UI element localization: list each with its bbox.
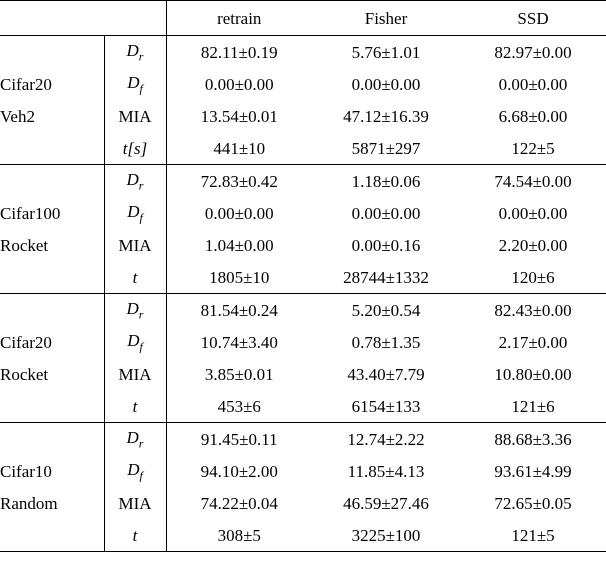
table-row <box>0 36 606 69</box>
row-group-name: Cifar100 <box>0 197 104 229</box>
metric-value: 81.54±0.24 <box>166 294 312 327</box>
metric-value: 46.59±27.46 <box>343 493 429 513</box>
metric-label: $D_r$ <box>104 165 166 198</box>
metric-value: 441±10 <box>213 138 266 158</box>
metric-value: 82.11±0.19 <box>166 36 312 69</box>
metric-label: MIA <box>104 229 166 261</box>
metric-value: 0.00±0.16 <box>351 235 421 255</box>
metric-label: $D_f$ <box>104 326 166 358</box>
table-row <box>0 165 606 198</box>
metric-value: 11.85±4.13 <box>347 461 425 481</box>
metric-value: 47.12±16.39 <box>343 106 429 126</box>
table-row <box>0 294 606 327</box>
row-group-name: Cifar20 <box>0 326 104 358</box>
metric-value: 13.54±0.01 <box>200 106 278 126</box>
row-group-name: Random <box>0 487 104 519</box>
metric-value: 10.74±3.40 <box>200 332 278 352</box>
column-header-ssd: SSD <box>460 1 606 36</box>
metric-value: 43.40±7.79 <box>347 364 425 384</box>
bottom-rule <box>0 552 606 553</box>
metric-value: 122±5 <box>511 138 555 158</box>
metric-value: 82.97±0.00 <box>460 36 606 69</box>
metric-value: 12.74±2.22 <box>312 423 460 456</box>
row-group-name <box>0 165 104 198</box>
table-row <box>0 487 606 519</box>
metric-value: 0.00±0.00 <box>498 203 568 223</box>
row-group-name: Cifar20 <box>0 68 104 100</box>
metric-label: t <box>104 390 166 423</box>
metric-value: 0.00±0.00 <box>204 203 274 223</box>
metric-value: 82.43±0.00 <box>460 294 606 327</box>
metric-value: 3225±100 <box>351 525 421 545</box>
metric-label: $D_r$ <box>104 423 166 456</box>
metric-value: 6.68±0.00 <box>498 106 568 126</box>
metric-label: MIA <box>104 358 166 390</box>
metric-label: $D_f$ <box>104 68 166 100</box>
row-group-name <box>0 36 104 69</box>
metric-value: 28744±1332 <box>343 267 429 287</box>
table-row <box>0 261 606 294</box>
metric-value: 91.45±0.11 <box>166 423 312 456</box>
table-row <box>0 390 606 423</box>
table-row <box>0 229 606 261</box>
table-row <box>0 100 606 132</box>
metric-value: 121±6 <box>511 396 555 416</box>
metric-value: 0.00±0.00 <box>351 74 421 94</box>
metric-value: 3.85±0.01 <box>204 364 274 384</box>
metric-label: t[s] <box>104 132 166 165</box>
metric-value: 88.68±3.36 <box>460 423 606 456</box>
bottom-rule-cell <box>0 552 606 553</box>
metric-value: 94.10±2.00 <box>200 461 278 481</box>
row-group-name: Rocket <box>0 229 104 261</box>
metric-value: 1805±10 <box>209 267 270 287</box>
row-group-name <box>0 132 104 165</box>
metric-value: 72.65±0.05 <box>494 493 572 513</box>
metric-value: 74.22±0.04 <box>200 493 278 513</box>
metric-label: MIA <box>104 100 166 132</box>
metric-value: 10.80±0.00 <box>494 364 572 384</box>
table-row <box>0 132 606 165</box>
metric-label: $D_f$ <box>104 455 166 487</box>
header-blank-cell <box>0 1 166 36</box>
metric-value: 120±6 <box>511 267 555 287</box>
metric-value: 93.61±4.99 <box>494 461 572 481</box>
metric-label: t <box>104 519 166 552</box>
metric-label: t <box>104 261 166 294</box>
metric-value: 0.00±0.00 <box>351 203 421 223</box>
table-row <box>0 358 606 390</box>
table-row <box>0 423 606 456</box>
metric-value: 453±6 <box>217 396 261 416</box>
metric-value: 0.00±0.00 <box>204 74 274 94</box>
row-group-name <box>0 390 104 423</box>
column-header-fisher: Fisher <box>312 1 460 36</box>
metric-value: 1.04±0.00 <box>204 235 274 255</box>
row-group-name <box>0 519 104 552</box>
metric-value: 1.18±0.06 <box>312 165 460 198</box>
metric-value: 6154±133 <box>351 396 421 416</box>
table-header-row <box>0 1 606 36</box>
metric-label: MIA <box>104 487 166 519</box>
row-group-name: Cifar10 <box>0 455 104 487</box>
metric-value: 5.20±0.54 <box>312 294 460 327</box>
metric-value: 2.17±0.00 <box>498 332 568 352</box>
table-row <box>0 326 606 358</box>
table-row <box>0 68 606 100</box>
metric-value: 5.76±1.01 <box>312 36 460 69</box>
metric-label: $D_f$ <box>104 197 166 229</box>
metric-value: 5871±297 <box>351 138 421 158</box>
metric-value: 308±5 <box>217 525 261 545</box>
table-row <box>0 455 606 487</box>
metric-value: 0.00±0.00 <box>498 74 568 94</box>
metric-value: 0.78±1.35 <box>351 332 421 352</box>
row-group-name <box>0 294 104 327</box>
row-group-name: Rocket <box>0 358 104 390</box>
metric-value: 2.20±0.00 <box>498 235 568 255</box>
metric-label: $D_r$ <box>104 36 166 69</box>
row-group-name: Veh2 <box>0 100 104 132</box>
row-group-name <box>0 423 104 456</box>
metric-label: $D_r$ <box>104 294 166 327</box>
table-row <box>0 197 606 229</box>
metric-value: 121±5 <box>511 525 555 545</box>
metric-value: 74.54±0.00 <box>460 165 606 198</box>
row-group-name <box>0 261 104 294</box>
table-row <box>0 519 606 552</box>
metric-value: 72.83±0.42 <box>166 165 312 198</box>
column-header-retrain: retrain <box>166 1 312 36</box>
